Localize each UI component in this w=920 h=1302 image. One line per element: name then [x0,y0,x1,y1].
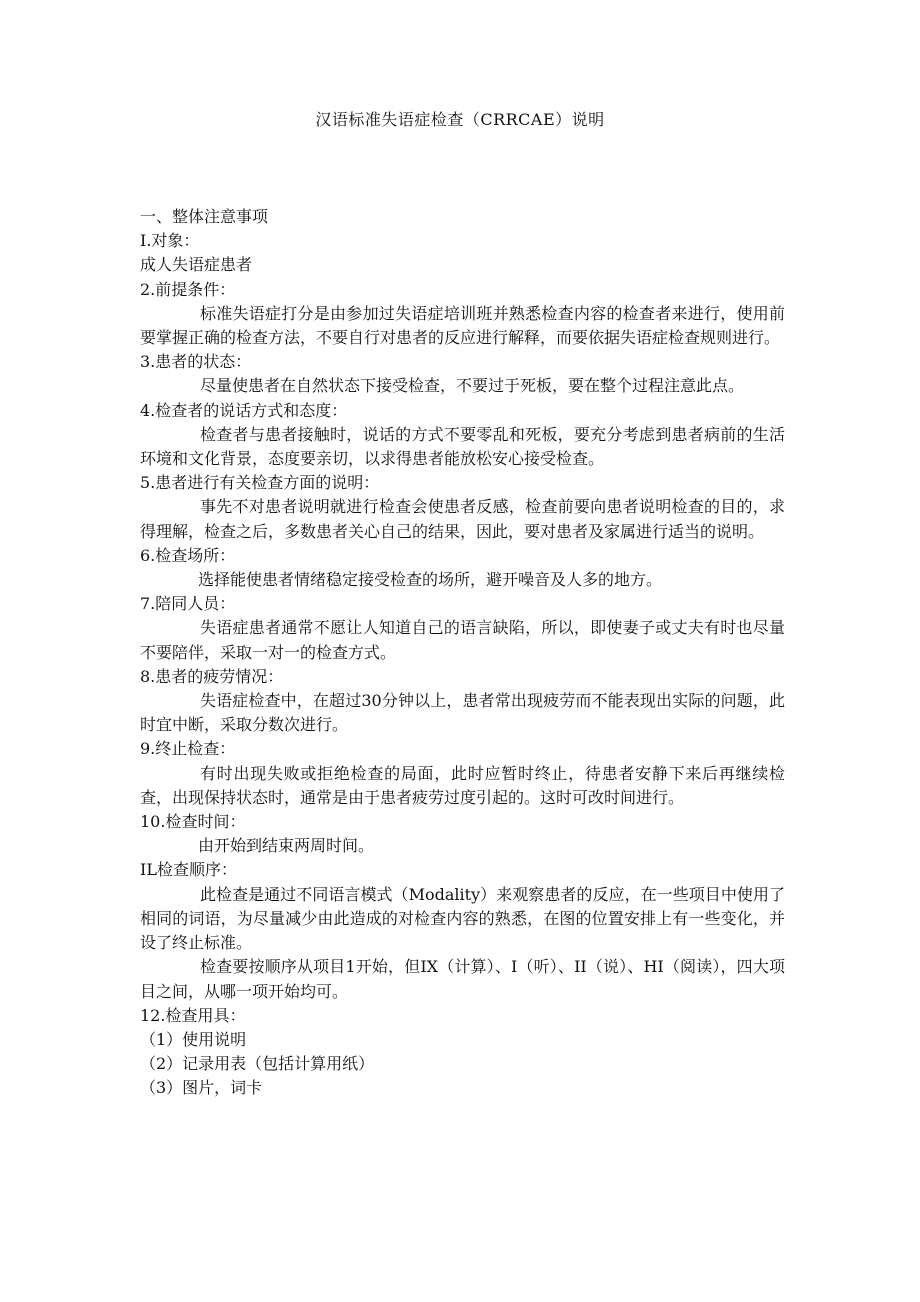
item-heading: 4.检查者的说话方式和态度： [140,400,348,420]
item-heading: 3.患者的状态： [140,352,252,372]
paragraph: 尽量使患者在自然状态下接受检查，不要过于死板，要在整个过程注意此点。 [200,376,745,396]
paragraph: 由开始到结束两周时间。 [198,836,375,856]
item-heading: 9.终止检查： [140,739,236,759]
item-heading: 8.患者的疲劳情况： [140,666,284,686]
item-text: 成人失语症患者 [140,255,253,275]
document-title: 汉语标准失语症检查（CRRCAE）说明 [315,110,605,129]
paragraph: 失语症患者通常不愿让人知道自己的语言缺陷，所以，即使妻子或丈夫有时也尽量不要陪伴，采取一对一的检查方式。 [140,618,785,662]
paragraph: 选择能使患者情绪稳定接受检查的场所，避开噪音及人多的地方。 [198,570,663,590]
list-item: （2）记录用表（包括计算用纸） [140,1054,375,1074]
paragraph: 标准失语症打分是由参加过失语症培训班并熟悉检查内容的检查者来进行，使用前要掌握正确的检查方法，不要自行对患者的反应进行解释，而要依据失语症检查规则进行。 [140,303,785,348]
item-heading: 2.前提条件： [140,279,236,299]
list-item: （1）使用说明 [140,1029,247,1049]
item-heading: I.对象： [140,231,200,251]
paragraph: 有时出现失败或拒绝检查的局面，此时应暂时终止，待患者安静下来后再继续检查，出现保持状态时，通常是由于患者疲劳过度引起的。这时可改时间进行。 [140,763,785,807]
paragraph: 检查要按顺序从项目1开始，但IX（计算）、I（听）、II（说）、HI（阅读），四大项目之间，从哪一项开始均可。 [140,957,785,1001]
item-heading: 5.患者进行有关检查方面的说明： [140,473,380,493]
item-heading: 12.检查用具： [140,1005,246,1025]
paragraph: 此检查是通过不同语言模式（Modality）来观察患者的反应，在一些项目中使用了相同的词语，为尽量减少由此造成的对检查内容的熟悉，在图的位置安排上有一些变化，并设了终止标准。 [140,884,785,953]
paragraph: 检查者与患者接触时，说话的方式不要零乱和死板，要充分考虑到患者病前的生活环境和文化背景，态度要亲切，以求得患者能放松安心接受检查。 [140,424,785,469]
paragraph: 事先不对患者说明就进行检查会使患者反感，检查前要向患者说明检查的目的，求得理解，检查之后，多数患者关心自己的结果，因此，要对患者及家属进行适当的说明。 [140,497,785,541]
item-heading: 7.陪同人员： [140,594,236,614]
document-body [140,205,785,1101]
item-heading: 10.检查时间： [140,812,246,832]
section-heading: 一、整体注意事项 [140,207,269,226]
item-heading: 6.检查场所： [140,545,236,565]
list-item: （3）图片，词卡 [140,1078,263,1098]
paragraph: 失语症检查中，在超过30分钟以上，患者常出现疲劳而不能表现出实际的问题，此时宜中断，采取分数次进行。 [140,691,785,735]
item-heading: IL检查顺序： [140,860,237,880]
